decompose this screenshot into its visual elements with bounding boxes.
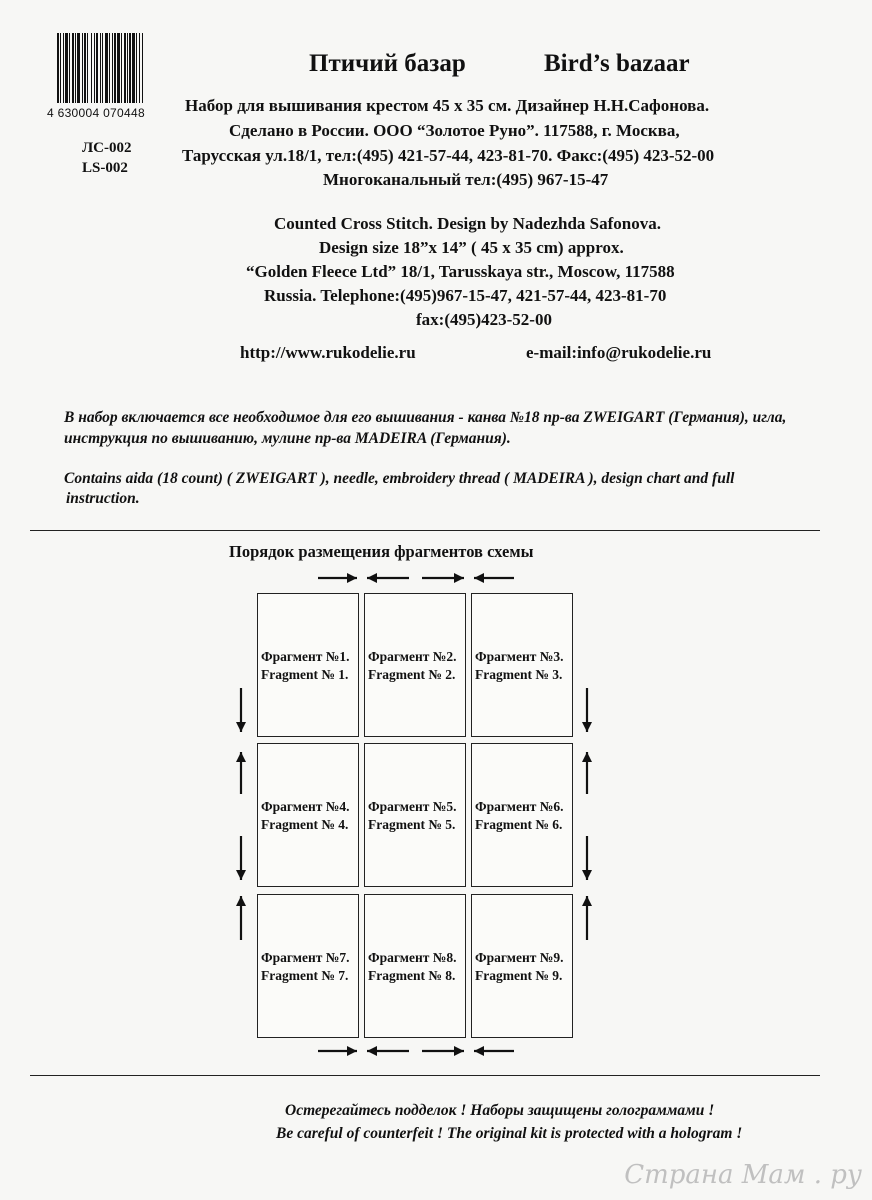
- ru-info-line: Набор для вышивания крестом 45 х 35 см. Дизайнер Н.Н.Сафонова.: [185, 96, 710, 115]
- direction-arrow: [236, 836, 246, 880]
- direction-arrow: [236, 688, 246, 732]
- fragment-box: [257, 593, 359, 737]
- direction-arrow: [474, 1046, 514, 1056]
- warning-en: Be careful of counterfeit ! The original kit is protected with a hologram !: [276, 1125, 743, 1142]
- fragment-label-ru: Фрагмент №9.: [475, 950, 564, 965]
- fragment-label-ru: Фрагмент №6.: [475, 799, 564, 814]
- en-info-line: “Golden Fleece Ltd” 18/1, Tarusskaya str., Moscow, 117588: [246, 262, 675, 281]
- divider: [30, 530, 820, 531]
- kit-contents-en: instruction.: [66, 490, 140, 507]
- direction-arrow: [367, 1046, 409, 1056]
- ru-info-line: Многоканальный тел:(495) 967-15-47: [323, 170, 609, 189]
- fragment-label-en: Fragment № 7.: [261, 968, 349, 983]
- direction-arrow: [236, 896, 246, 940]
- fragment-box: [364, 593, 466, 737]
- website-link[interactable]: http://www.rukodelie.ru: [240, 343, 416, 362]
- article-code-en: LS-002: [82, 160, 128, 176]
- direction-arrow: [582, 896, 592, 940]
- direction-arrow: [318, 573, 357, 583]
- warning-ru: Остерегайтесь подделок ! Наборы защищены голограммами !: [285, 1102, 715, 1119]
- direction-arrow: [422, 573, 464, 583]
- fragment-label-ru: Фрагмент №3.: [475, 649, 564, 664]
- fragment-box: [364, 894, 466, 1038]
- kit-contents-ru: В набор включается все необходимое для его вышивания - канва №18 пр-ва ZWEIGART (Германия), игла,: [64, 409, 787, 426]
- scheme-heading: Порядок размещения фрагментов схемы: [229, 542, 534, 561]
- fragment-box: [257, 894, 359, 1038]
- direction-arrow: [422, 1046, 464, 1056]
- fragment-label-en: Fragment № 9.: [475, 968, 563, 983]
- en-info-line: Design size 18”x 14” ( 45 x 35 cm) approx.: [319, 238, 624, 257]
- divider: [30, 1075, 820, 1076]
- fragment-label-en: Fragment № 6.: [475, 817, 563, 832]
- kit-contents-ru: инструкция по вышиванию, мулине пр-ва MADEIRA (Германия).: [64, 430, 511, 447]
- direction-arrow: [582, 752, 592, 794]
- title-ru: Птичий базар: [309, 50, 466, 77]
- fragment-label-ru: Фрагмент №2.: [368, 649, 457, 664]
- direction-arrow: [318, 1046, 357, 1056]
- fragment-label-en: Fragment № 8.: [368, 968, 456, 983]
- direction-arrow: [582, 688, 592, 732]
- en-info-line: Counted Cross Stitch. Design by Nadezhda Safonova.: [274, 214, 661, 233]
- fragment-label-en: Fragment № 2.: [368, 667, 456, 682]
- fragment-label-en: Fragment № 3.: [475, 667, 563, 682]
- barcode-bars: [55, 33, 167, 105]
- watermark: Страна Мам . ру: [624, 1160, 862, 1190]
- fragment-box: [364, 743, 466, 887]
- barcode-digits: 4 630004 070448: [47, 106, 145, 120]
- fragment-box: [257, 743, 359, 887]
- fragment-box: [471, 743, 573, 887]
- fragment-box: [471, 593, 573, 737]
- en-info-line: fax:(495)423-52-00: [416, 310, 552, 329]
- fragment-label-ru: Фрагмент №8.: [368, 950, 457, 965]
- fragment-label-en: Fragment № 5.: [368, 817, 456, 832]
- direction-arrow: [474, 573, 514, 583]
- fragment-label-en: Fragment № 1.: [261, 667, 349, 682]
- en-info-line: Russia. Telephone:(495)967-15-47, 421-57-44, 423-81-70: [264, 286, 667, 305]
- email-link[interactable]: e-mail:info@rukodelie.ru: [526, 343, 712, 362]
- article-code-ru: ЛС-002: [82, 140, 132, 156]
- direction-arrow: [582, 836, 592, 880]
- direction-arrow: [367, 573, 409, 583]
- direction-arrow: [236, 752, 246, 794]
- fragment-label-en: Fragment № 4.: [261, 817, 349, 832]
- title-en: Bird’s bazaar: [544, 50, 690, 77]
- fragment-label-ru: Фрагмент №5.: [368, 799, 457, 814]
- ru-info-line: Тарусская ул.18/1, тел:(495) 421-57-44, 423-81-70. Факс:(495) 423-52-00: [182, 146, 715, 165]
- fragment-label-ru: Фрагмент №1.: [261, 649, 350, 664]
- fragment-label-ru: Фрагмент №7.: [261, 950, 350, 965]
- fragment-label-ru: Фрагмент №4.: [261, 799, 350, 814]
- fragment-box: [471, 894, 573, 1038]
- ru-info-line: Сделано в России. ООО “Золотое Руно”. 117588, г. Москва,: [229, 121, 680, 140]
- kit-contents-en: Contains aida (18 count) ( ZWEIGART ), needle, embroidery thread ( MADEIRA ), design chart and full: [64, 470, 735, 487]
